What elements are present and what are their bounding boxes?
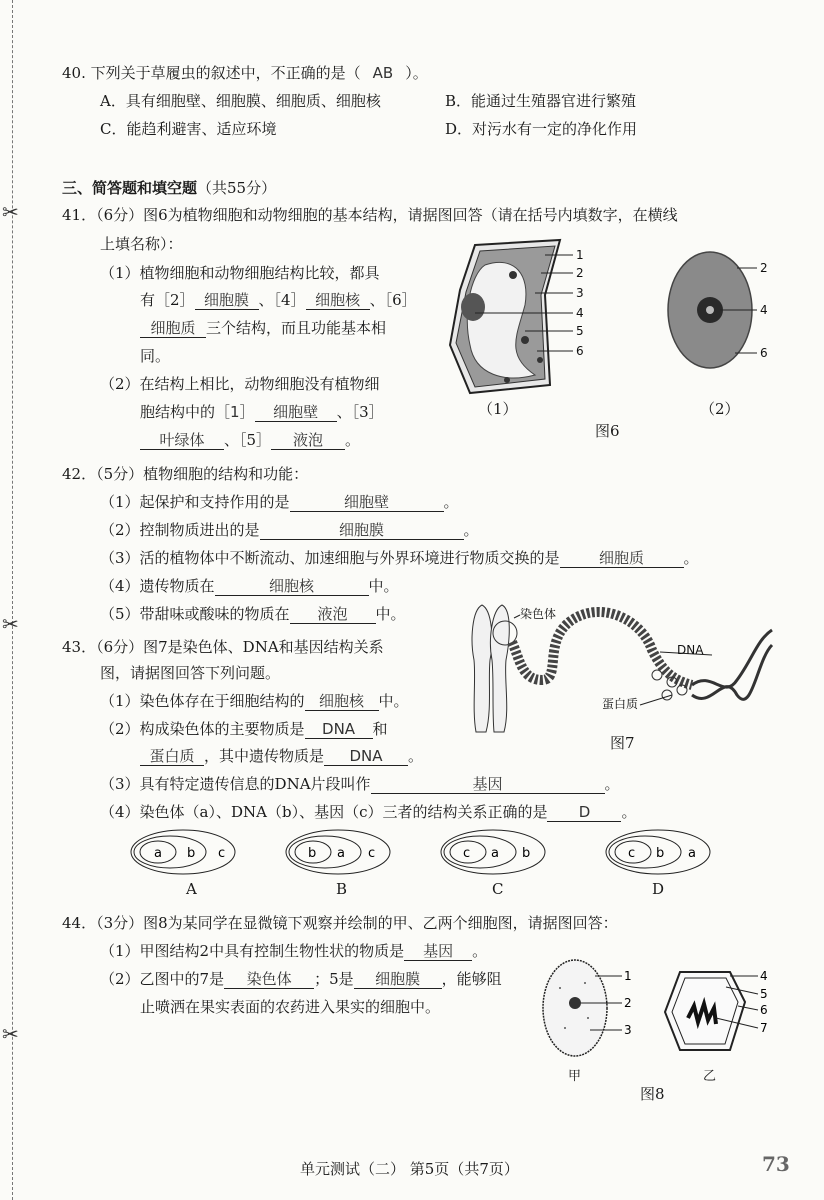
venn-option-a — [131, 830, 235, 874]
q41-p1-line2: 有［2］ 细胞膜 、［4］ 细胞核 、［6］ — [140, 291, 417, 309]
venn-a-outer: c — [218, 846, 226, 861]
venn-option-c — [441, 830, 545, 874]
answer-blank[interactable]: 细胞壁 — [255, 403, 337, 422]
answer-blank[interactable]: 细胞膜 — [354, 970, 442, 989]
answer-blank[interactable]: 细胞质 — [140, 319, 206, 338]
q40-option-d: D．对污水有一定的净化作用 — [445, 120, 638, 138]
q43-item2-cont: 蛋白质 ，其中遗传物质是 DNA 。 — [140, 745, 423, 766]
answer-blank[interactable]: 染色体 — [224, 970, 314, 989]
fig8-yi-label: 5 — [760, 987, 768, 1001]
option-label-a: A — [186, 880, 197, 898]
fig8-jia: 甲 — [568, 1069, 582, 1084]
venn-c-outer: b — [522, 846, 531, 861]
cell-yi-figure — [660, 962, 780, 1062]
fig6-label: 4 — [576, 306, 584, 320]
option-label-c: C — [492, 880, 504, 898]
q42-title: 42．（5分）植物细胞的结构和功能： — [62, 465, 309, 483]
fig8-caption: 图8 — [640, 1085, 665, 1103]
option-label-d: D — [652, 880, 665, 898]
fig8-yi-label: 4 — [760, 969, 768, 983]
answer-blank[interactable]: 细胞质 — [560, 549, 684, 568]
fig6-sub1: （1） — [478, 400, 518, 418]
cell-jia-figure — [540, 958, 640, 1068]
venn-a-inner: a — [154, 846, 162, 861]
q42-item1: （1）起保护和支持作用的是 细胞壁 。 — [100, 493, 459, 511]
venn-d-inner: c — [628, 846, 636, 861]
q41-line1: 41．（6分）图6为植物细胞和动物细胞的基本结构，请据图回答（请在括号内填数字，在横线 — [62, 206, 678, 224]
q42-item5: （5）带甜味或酸味的物质在 液泡 中。 — [100, 605, 406, 623]
answer-blank[interactable]: 液泡 — [290, 605, 376, 624]
venn-d-outer: a — [688, 846, 696, 861]
venn-option-d — [606, 830, 710, 874]
scissors-icon: ✂ — [2, 612, 19, 636]
q42-item4: （4）遗传物质在 细胞核 中。 — [100, 577, 399, 595]
answer-blank[interactable]: 蛋白质 — [140, 747, 204, 766]
q41-p1-line1: （1）植物细胞和动物细胞结构比较，都具 — [100, 264, 380, 282]
venn-d-middle: b — [656, 846, 665, 861]
venn-b-outer: c — [368, 846, 376, 861]
fig8-jia-label: 1 — [624, 969, 632, 983]
q42-item2: （2）控制物质进出的是 细胞膜 。 — [100, 521, 479, 539]
q40-option-c: C．能趋利避害、适应环境 — [100, 120, 277, 138]
answer-blank[interactable]: 叶绿体 — [140, 431, 224, 450]
answer-blank[interactable]: 基因 — [371, 775, 605, 794]
fig6-sub2: （2） — [700, 400, 740, 418]
q43-item1: （1）染色体存在于细胞结构的 细胞核 中。 — [100, 692, 409, 710]
q41-p2-line3: 叶绿体 、［5］ 液泡 。 — [140, 429, 360, 450]
q40-option-a: A．具有细胞壁、细胞膜、细胞质、细胞核 — [100, 92, 381, 110]
fig6-animal-label: 6 — [760, 346, 768, 360]
cut-line — [12, 0, 13, 1200]
fig6-animal-label: 2 — [760, 261, 768, 275]
q41-line2: 上填名称）： — [100, 235, 183, 253]
fig8-yi-label: 7 — [760, 1021, 768, 1035]
q41-p2-line2: 胞结构中的［1］ 细胞壁 、［3］ — [140, 403, 384, 421]
venn-options — [128, 826, 718, 880]
answer-blank[interactable]: 基因 — [404, 942, 472, 961]
q43-item4: （4）染色体（a）、DNA（b）、基因（c）三者的结构关系正确的是 D 。 — [100, 803, 637, 821]
page-footer: 单元测试（二） 第5页（共7页） — [300, 1160, 519, 1178]
answer-blank[interactable]: 细胞膜 — [260, 521, 464, 540]
fig6-label: 1 — [576, 248, 584, 262]
answer-blank[interactable]: 液泡 — [271, 431, 345, 450]
q41-p1-line3: 细胞质 三个结构，而且功能基本相 — [140, 317, 386, 338]
answer-blank[interactable]: 细胞核 — [306, 291, 370, 310]
q40-option-b: B．能通过生殖器官进行繁殖 — [445, 92, 637, 110]
answer-blank[interactable]: DNA — [324, 747, 408, 766]
answer-blank[interactable]: D — [547, 803, 621, 822]
q44-line1: 44．（3分）图8为某同学在显微镜下观察并绘制的甲、乙两个细胞图，请据图回答： — [62, 914, 618, 932]
fig7-dna-label: DNA — [677, 643, 704, 657]
fig6-animal-label: 4 — [760, 303, 768, 317]
scissors-icon: ✂ — [2, 1022, 19, 1046]
answer-blank[interactable]: 细胞核 — [215, 577, 369, 596]
q40-stem: 40. 下列关于草履虫的叙述中，不正确的是（ AB ）。 — [62, 64, 428, 82]
section-title: 三、简答题和填空题（共55分） — [62, 179, 277, 197]
q42-item3: （3）活的植物体中不断流动、加速细胞与外界环境进行物质交换的是 细胞质 。 — [100, 549, 699, 567]
venn-c-middle: a — [491, 846, 499, 861]
answer-blank[interactable]: 细胞壁 — [290, 493, 444, 512]
fig8-jia-label: 3 — [624, 1023, 632, 1037]
q43-item3: （3）具有特定遗传信息的DNA片段叫作 基因 。 — [100, 775, 620, 793]
q44-item1: （1）甲图结构2中具有控制生物性状的物质是 基因 。 — [100, 942, 488, 960]
q44-item2: （2）乙图中的7是 染色体 ；5是 细胞膜 ，能够阻 — [100, 970, 502, 988]
venn-option-b — [286, 830, 390, 874]
q43-line1: 43．（6分）图7是染色体、DNA和基因结构关系 — [62, 638, 384, 656]
fig8-yi-label: 6 — [760, 1003, 768, 1017]
scissors-icon: ✂ — [2, 200, 19, 224]
fig8-jia-label: 2 — [624, 996, 632, 1010]
q44-item2-line2: 止喷洒在果实表面的农药进入果实的细胞中。 — [140, 998, 441, 1016]
page-number: 73 — [762, 1152, 790, 1176]
fig6-label: 3 — [576, 286, 584, 300]
q43-line2: 图，请据图回答下列问题。 — [100, 664, 281, 682]
chromosome-dna-figure — [462, 600, 782, 740]
venn-a-middle: b — [187, 846, 196, 861]
answer-blank[interactable]: 细胞核 — [305, 692, 379, 711]
venn-b-middle: a — [337, 846, 345, 861]
fig6-label: 2 — [576, 266, 584, 280]
fig6-label: 5 — [576, 324, 584, 338]
fig7-caption: 图7 — [610, 734, 635, 752]
fig7-chromosome-label: 染色体 — [520, 607, 557, 621]
q41-p1-line4: 同。 — [140, 347, 171, 365]
fig8-yi: 乙 — [703, 1069, 717, 1084]
answer-blank[interactable]: 细胞膜 — [195, 291, 259, 310]
venn-c-inner: c — [463, 846, 471, 861]
fig7-protein-label: 蛋白质 — [602, 697, 639, 711]
option-label-b: B — [336, 880, 348, 898]
fig6-label: 6 — [576, 344, 584, 358]
plant-cell-figure — [445, 235, 605, 395]
animal-cell-figure — [665, 248, 775, 378]
q43-item2: （2）构成染色体的主要物质是 DNA 和 — [100, 720, 388, 738]
fig6-caption: 图6 — [595, 422, 620, 440]
answer-blank[interactable]: DNA — [305, 720, 373, 739]
venn-b-inner: b — [308, 846, 317, 861]
q41-p2-line1: （2）在结构上相比，动物细胞没有植物细 — [100, 375, 380, 393]
